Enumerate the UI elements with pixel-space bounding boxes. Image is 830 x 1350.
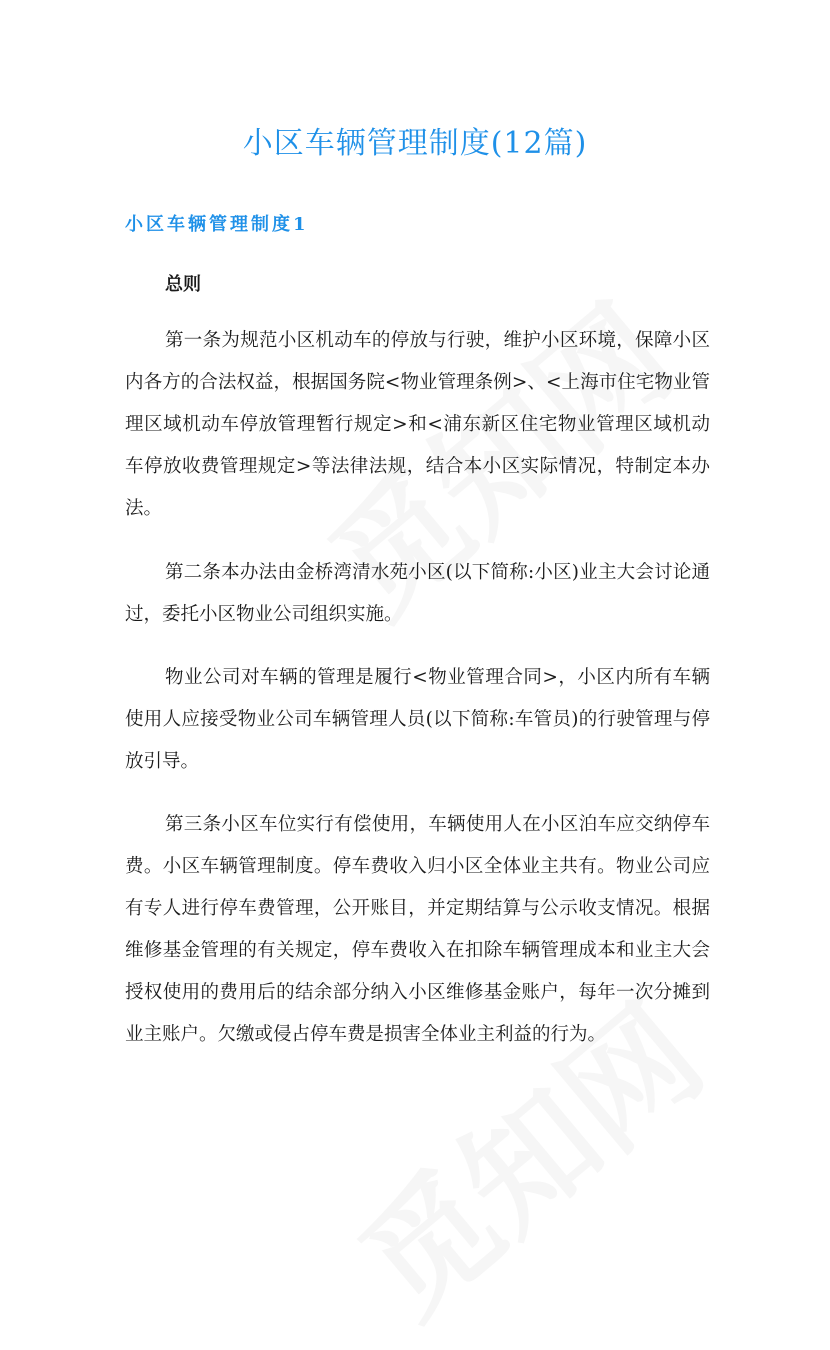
paragraph: 第一条为规范小区机动车的停放与行驶，维护小区环境，保障小区内各方的合法权益，根据国务院<物业管理条例>、<上海市住宅物业管理区域机动车停放管理暂行规定>和<浦东新区住宅物业管理区域机动车停放收费管理规定>等法律法规，结合本小区实际情况，特制定本办法。 [125,330,710,519]
paragraph: 第二条本办法由金桥湾清水苑小区(以下简称:小区)业主大会讨论通过，委托小区物业公司组织实施。 [125,562,710,625]
subheading: 总则 [165,274,201,295]
document-title: 小区车辆管理制度(12篇) [242,126,588,161]
paragraph: 第三条小区车位实行有偿使用，车辆使用人在小区泊车应交纳停车费。小区车辆管理制度。停车费收入归小区全体业主共有。物业公司应有专人进行停车费管理，公开账目，并定期结算与公示收支情况。根据维修基金管理的有关规定，停车费收入在扣除车辆管理成本和业主大会授权使用的费用后的结余部分纳入小区维修基金账户，每年一次分摊到业主账户。欠缴或侵占停车费是损害全体业主利益的行为。 [125,814,710,1045]
section-heading: 小区车辆管理制度1 [125,214,309,235]
paragraph: 物业公司对车辆的管理是履行<物业管理合同>，小区内所有车辆使用人应接受物业公司车辆管理人员(以下简称:车管员)的行驶管理与停放引导。 [125,667,710,772]
